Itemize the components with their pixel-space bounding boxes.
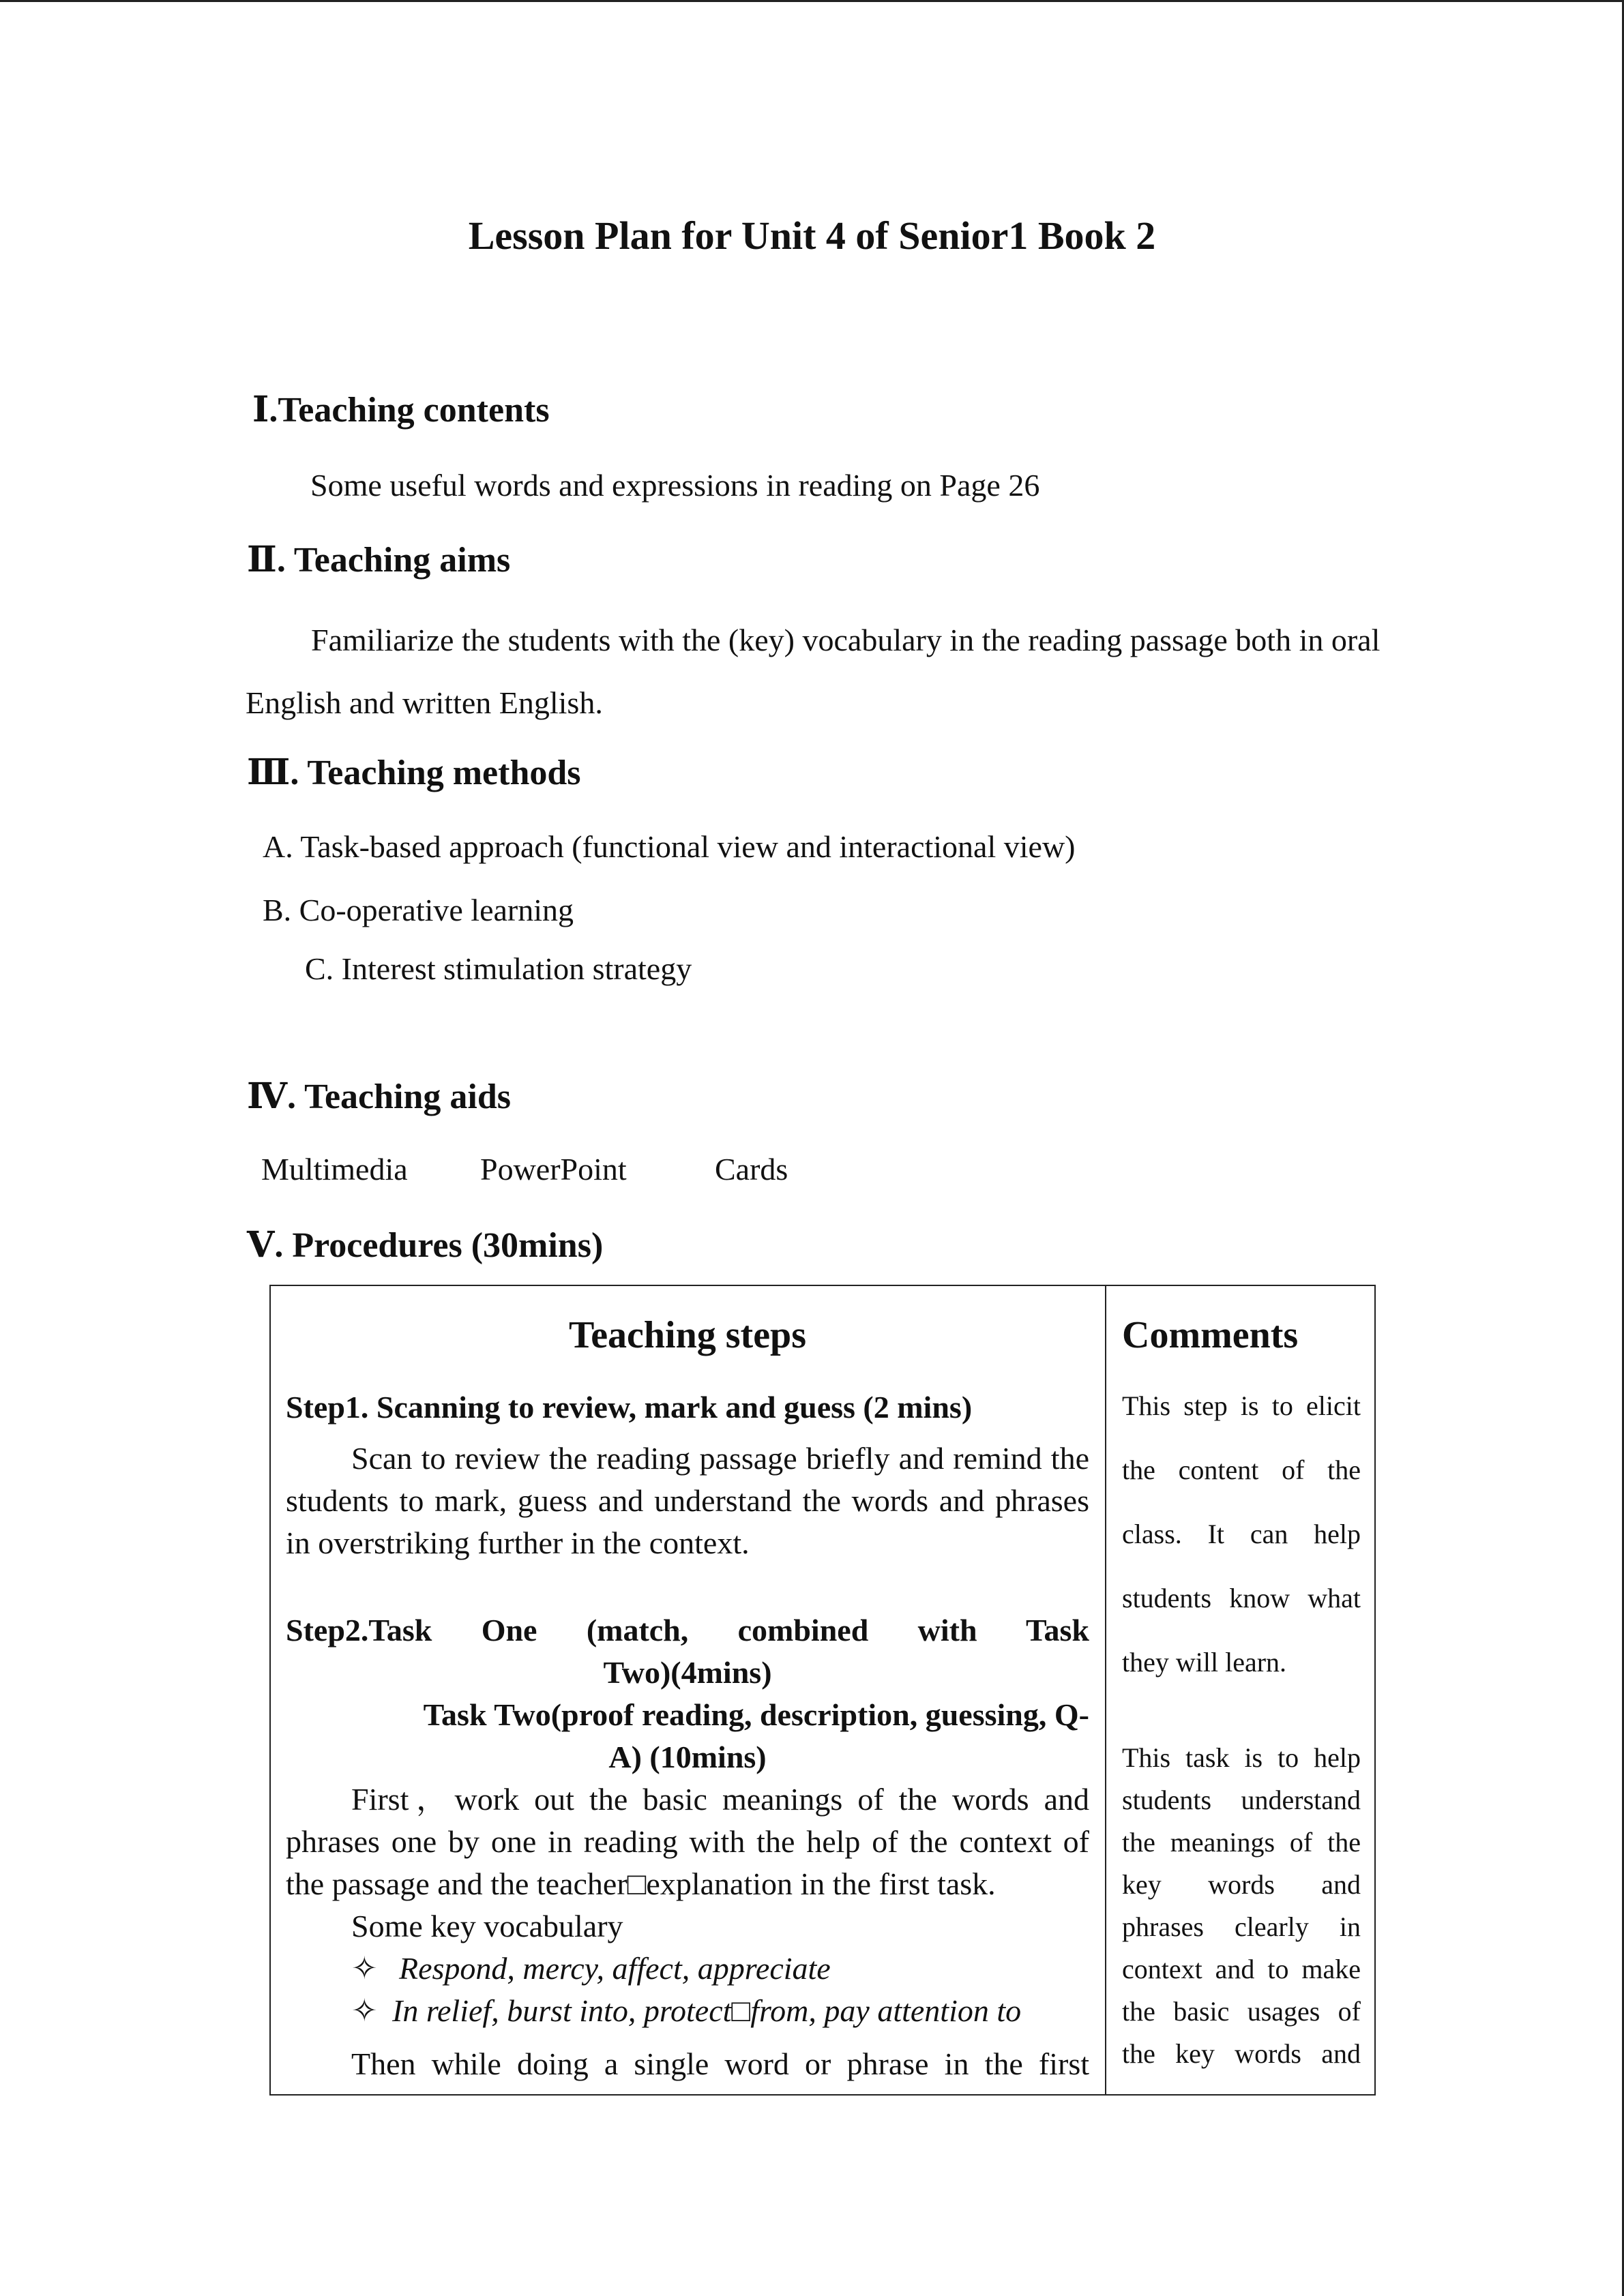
step2-title-line2: Two)(4mins) <box>603 1655 772 1690</box>
comment-line: phrases clearly in <box>1122 1911 1361 1942</box>
step2-continuation: Then while doing a single word or phrase in the first <box>351 2046 1089 2081</box>
step1-body: Scan to review the reading passage briefly and remind the students to mark, guess and understand the words and phrases in overstriking further in the context. <box>286 1441 1089 1560</box>
vocab-label: Some key vocabulary <box>351 1909 623 1943</box>
comment-line: the key words and <box>1122 2038 1361 2069</box>
comment-line: This task is to help <box>1122 1742 1361 1773</box>
step2-title-line1: Step2.Task One (match, combined with Task <box>286 1613 1089 1648</box>
method-item: B. Co-operative learning <box>263 893 574 927</box>
step2-subtitle-line2: A) (10mins) <box>608 1740 767 1774</box>
teaching-aims-body: Familiarize the students with the (key) vocabulary in the reading passage both in oral English and written English. <box>246 623 1381 720</box>
comment-line: students understand <box>1122 1785 1361 1815</box>
page-top-border <box>0 0 1624 2</box>
comment-line: This step is to elicit <box>1122 1390 1361 1421</box>
comment-line: key words and <box>1122 1869 1361 1900</box>
heading-teaching-aids: Ⅳ. Teaching aids <box>247 1077 512 1116</box>
comment-line: students know what <box>1122 1583 1361 1613</box>
vocab-list-item <box>351 1990 1089 2032</box>
method-item: A. Task-based approach (functional view and interactional view) <box>263 829 1076 864</box>
aid-item: Multimedia <box>261 1152 408 1187</box>
step2-body: First，work out the basic meanings of the words and phrases one by one in reading with the help of the context of the passage and the teacher□explanation in the first task. <box>286 1782 1089 1901</box>
teaching-contents-body: Some useful words and expressions in reading on Page 26 <box>310 468 1040 503</box>
vocab-list-item <box>351 1948 1089 1990</box>
comment-line: context and to make <box>1122 1954 1361 1984</box>
heading-teaching-contents: Ⅰ.Teaching contents <box>252 391 550 430</box>
step1-title: Step1. Scanning to review, mark and guess (2 mins) <box>286 1390 973 1425</box>
bullet-icon: ✧ <box>351 1951 378 1986</box>
vocab-item-text: Respond, mercy, affect, appreciate <box>399 1951 831 1986</box>
table-column-divider <box>1105 1286 1106 2096</box>
comment-line: they will learn. <box>1122 1647 1287 1678</box>
aid-item: Cards <box>715 1152 788 1187</box>
procedures-table <box>269 1285 1376 2096</box>
comment-line: the content of the <box>1122 1455 1361 1485</box>
header-teaching-steps: Teaching steps <box>568 1314 806 1356</box>
document-title: Lesson Plan for Unit 4 of Senior1 Book 2 <box>468 213 1156 258</box>
aid-item: PowerPoint <box>480 1152 627 1187</box>
header-comments: Comments <box>1122 1314 1299 1356</box>
method-item: C. Interest stimulation strategy <box>305 951 692 986</box>
step2-subtitle-line1: Task Two(proof reading, description, guessing, Q- <box>423 1697 1089 1732</box>
heading-teaching-methods: Ⅲ. Teaching methods <box>247 754 581 792</box>
comment-line: class. It can help <box>1122 1519 1361 1549</box>
comment-line: the meanings of the <box>1122 1827 1361 1858</box>
bullet-icon: ✧ <box>351 1993 378 2028</box>
comment-line: the basic usages of <box>1122 1996 1361 2027</box>
heading-teaching-aims: Ⅱ. Teaching aims <box>247 541 511 580</box>
vocab-item-text: In relief, burst into, protect□from, pay attention to <box>392 1993 1022 2028</box>
heading-procedures: Ⅴ. Procedures (30mins) <box>247 1226 604 1265</box>
